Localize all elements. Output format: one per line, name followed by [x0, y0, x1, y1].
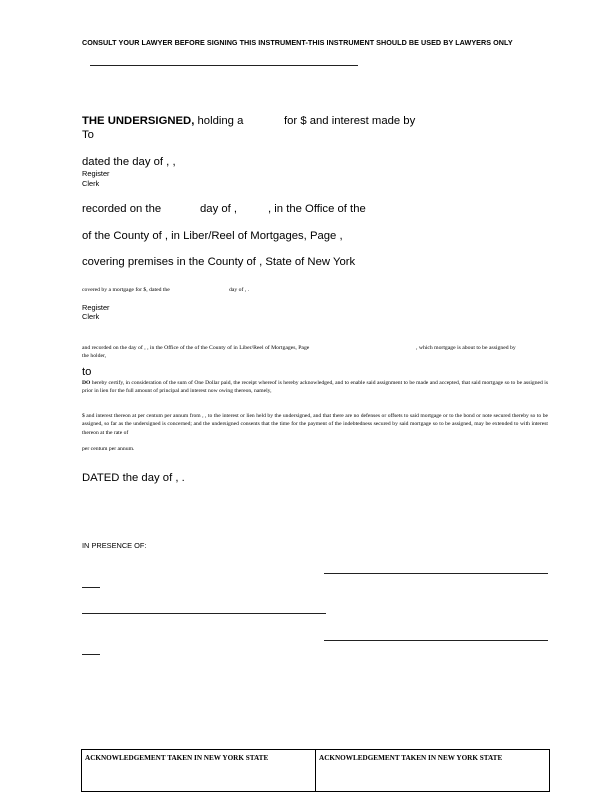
dated-day-line: DATED the day of , . [82, 472, 185, 484]
county-line: of the County of , in Liber/Reel of Mortgages, Page , [82, 230, 343, 242]
register-label-1: Register [82, 169, 110, 178]
witness-line [82, 613, 326, 614]
signature-line-1 [324, 573, 548, 574]
recorded-office-label: , in the Office of the [268, 203, 366, 215]
clerk-label-2: Clerk [82, 312, 100, 321]
covered-by-label: covered by a mortgage for $, dated the [82, 287, 170, 293]
register-label-2: Register [82, 303, 110, 312]
undersigned-text: holding a [197, 115, 244, 127]
undersigned-label: THE UNDERSIGNED, [82, 115, 195, 127]
signature-line-top [90, 65, 358, 66]
presence-label: IN PRESENCE OF: [82, 541, 147, 550]
dated-line: dated the day of , , [82, 156, 176, 168]
interest-paragraph: $ and interest thereon at per centum per annum from , , to the interest or lien held by the undersigned, and that there are no defenses or offsets to said mortgage or to the bond or note secured thereby so to be assigned, so far as the undersigned is concerned; and the undersigned consents that the time for the payment of the indebtedness secured by said mortgage so to be assigned, may be extended to with interest thereon at the rate of [82, 413, 548, 436]
undersigned-tail: for $ and interest made by [284, 115, 416, 127]
signature-line-2 [324, 640, 548, 641]
recorded-day-label: day of , [200, 203, 238, 215]
covered-day-label: day of , . [229, 287, 250, 293]
ack-left-label: ACKNOWLEDGEMENT TAKEN IN NEW YORK STATE [85, 754, 269, 762]
holder-text: the holder, [82, 353, 107, 359]
to-label-2: to [82, 366, 92, 378]
signature-line-2-cont [82, 654, 100, 655]
recorded-long-text: and recorded on the day of , , in the Office of the of the County of in Liber/Reel of Mortgages, Page [82, 345, 310, 351]
undersigned-line [82, 115, 243, 127]
certify-paragraph [82, 379, 548, 396]
lawyer-warning: CONSULT YOUR LAWYER BEFORE SIGNING THIS INSTRUMENT-THIS INSTRUMENT SHOULD BE USED BY LAWYERS ONLY [82, 38, 513, 47]
recorded-long-tail: , which mortgage is about to be assigned by [416, 345, 516, 351]
per-centum-label: per centum per annum. [82, 446, 135, 452]
clerk-label-1: Clerk [82, 179, 100, 188]
covering-line: covering premises in the County of , State of New York [82, 256, 356, 268]
do-label: DO [82, 380, 91, 386]
certify-text: hereby certify, in consideration of the sum of One Dollar paid, the receipt whereof is hereby acknowledged, and to enable said assignment to be made and accepted, that said mortgage so to be assigned is prior in lien for the full amount of principal and interest now owing thereon, namely, [82, 380, 548, 395]
ack-right-label: ACKNOWLEDGEMENT TAKEN IN NEW YORK STATE [319, 754, 503, 762]
ack-box-left [81, 749, 316, 792]
to-label: To [82, 129, 94, 141]
ack-box-right [315, 749, 550, 792]
signature-line-1-cont [82, 587, 100, 588]
recorded-on-label: recorded on the [82, 203, 162, 215]
